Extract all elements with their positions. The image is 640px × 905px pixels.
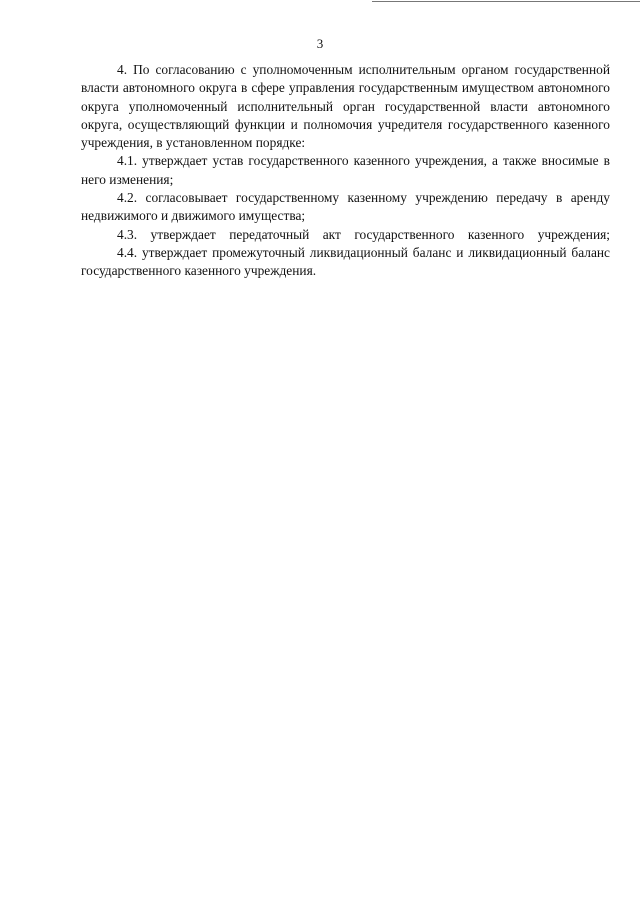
top-edge-line <box>372 1 640 2</box>
paragraph-4-3: 4.3. утверждает передаточный акт государственного казенного учреждения; <box>117 226 610 242</box>
paragraph-4-2: 4.2. согласовывает государственному казенному учреждению передачу в аренду недвижимого и движимого имущества; <box>81 190 610 224</box>
paragraph-4: 4. По согласованию с уполномоченным исполнительным органом государственной власти автономного округа в сфере управления государственным имуществом автономного округа уполномоченный исполнительный орган государственной власти автономного округа, осуществляющий функции и полномочия учредителя государственного казенного учреждения, в установленном порядке: <box>81 62 610 151</box>
paragraph-4-4: 4.4. утверждает промежуточный ликвидационный баланс и ликвидационный баланс государственного казенного учреждения. <box>81 244 610 279</box>
document-body <box>81 61 610 281</box>
page-number: 3 <box>316 36 324 51</box>
paragraph-4-1: 4.1. утверждает устав государственного казенного учреждения, а также вносимые в него изменения; <box>81 153 610 187</box>
